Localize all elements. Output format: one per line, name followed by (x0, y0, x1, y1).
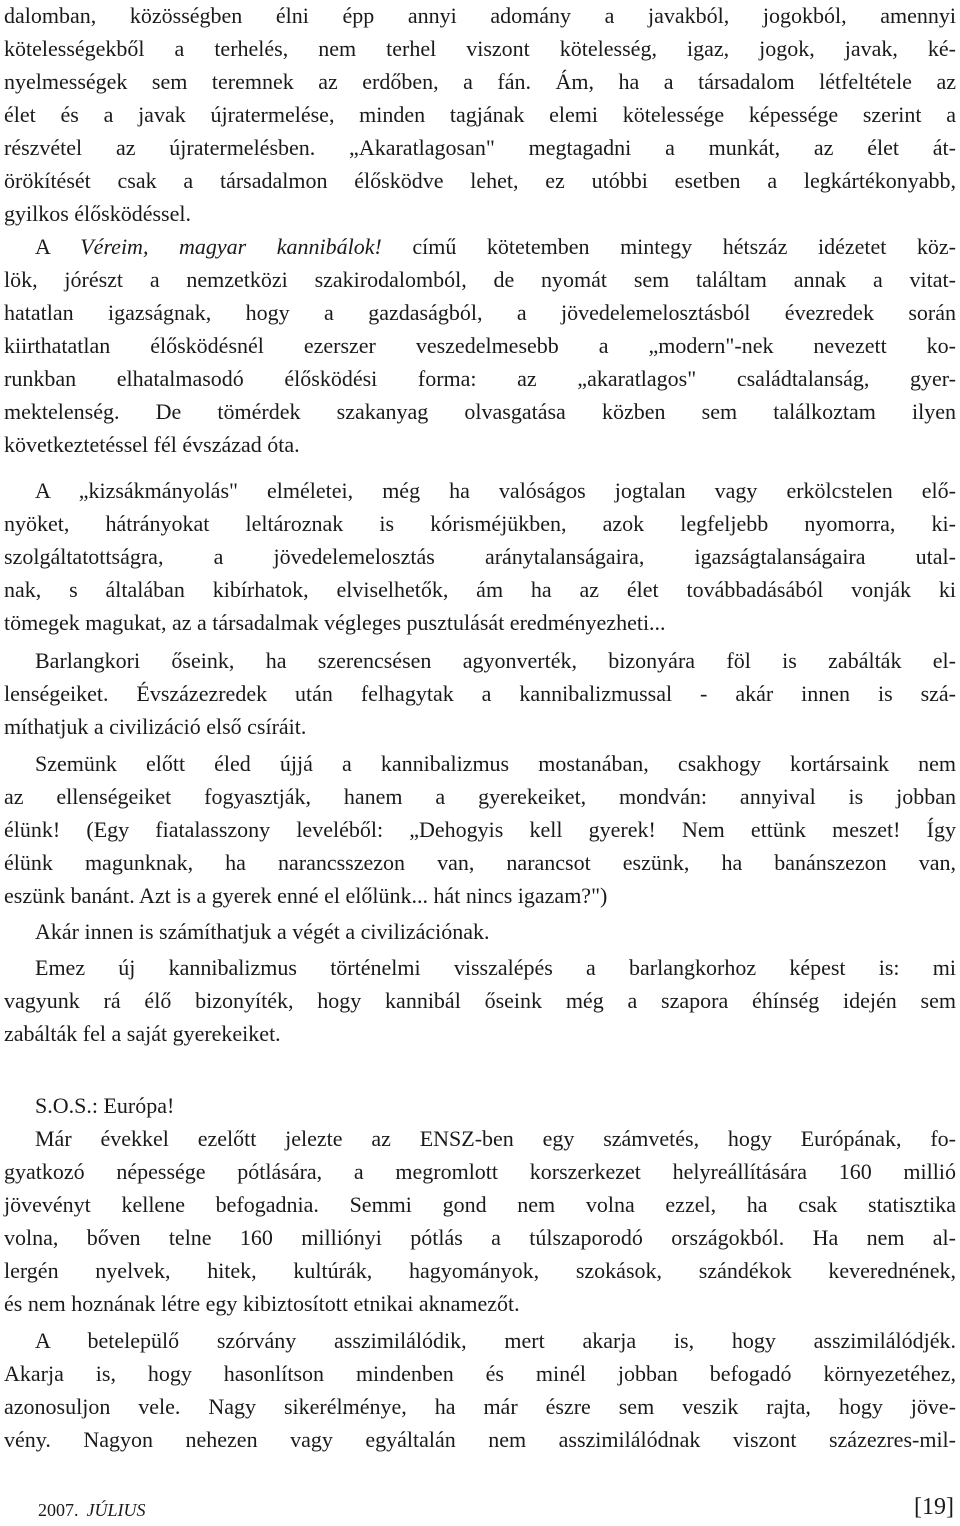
text-line: szolgáltatottságra, a jövedelemelosztás aránytalanságaira, igazságtalanságaira utal- (4, 544, 956, 569)
text-line: hatatlan igazságnak, hogy a gazdaságból, a jövedelemelosztásból évezredek során (4, 300, 956, 325)
text-line: vény. Nagyon nehezen vagy egyáltalán nem asszimilálódnak viszont százezres-mil- (4, 1427, 956, 1452)
text-line: dalomban, közösségben élni épp annyi adomány a javakból, jogokból, amennyi (4, 3, 956, 28)
footer-month: JÚLIUS (86, 1500, 146, 1520)
text-line: élet és a javak újratermelése, minden tagjának elemi kötelessége képessége szerint a (4, 102, 956, 127)
text-line: mektelenség. De tömérdek szakanyag olvasgatása közben sem találkoztam ilyen (4, 399, 956, 424)
text-line: élünk magunknak, ha narancsszezon van, narancsot eszünk, ha banánszezon van, (4, 850, 956, 875)
text-line: lök, jórészt a nemzetközi szakirodalomból, de nyomát sem találtam annak a vitat- (4, 267, 956, 292)
text-line: kötelességekből a terhelés, nem terhel viszont kötelesség, igaz, jogok, javak, ké- (4, 36, 956, 61)
text-line: míthatjuk a civilizáció első csíráit. (4, 714, 307, 739)
text-line: A betelepülő szórvány asszimilálódik, mert akarja is, hogy asszimilálódjék. (35, 1328, 956, 1353)
text-line: vagyunk rá élő bizonyíték, hogy kannibál őseink még a szapora éhínség idején sem (4, 988, 956, 1013)
text-line: Emez új kannibalizmus történelmi visszalépés a barlangkorhoz képest is: mi (35, 955, 956, 980)
text-line: örökítését csak a társadalmon élősködve lehet, ez utóbbi esetben a legkártékonyabb, (4, 168, 956, 193)
text-line: élünk! (Egy fiatalasszony leveléből: „Dehogyis kell gyerek! Nem ettünk meszet! Így (4, 817, 956, 842)
footer-year: 2007. (38, 1500, 79, 1520)
text-line: lenségeiket. Évszázezredek után felhagytak a kannibalizmussal - akár innen is szá- (4, 681, 956, 706)
text-line: az ellenségeiket fogyasztják, hanem a gyerekeiket, mondván: annyival is jobban (4, 784, 956, 809)
text-line: Akár innen is számíthatjuk a végét a civilizációnak. (35, 919, 490, 944)
book-title: Véreim, magyar kannibálok! (80, 234, 382, 259)
text-line: azonosuljon vele. Nagy sikerélménye, ha már észre sem veszik rajta, hogy jöve- (4, 1394, 956, 1419)
section-heading: S.O.S.: Európa! (35, 1093, 175, 1118)
footer-date (38, 1497, 146, 1523)
text-fragment: A (35, 234, 50, 259)
text-line (4, 231, 956, 263)
text-line: jövevényt kellene befogadnia. Semmi gond nem volna ezzel, ha csak statisztika (4, 1192, 956, 1217)
text-line: Akarja is, hogy hasonlítson mindenben és minél jobban befogadó környezetéhez, (4, 1361, 956, 1386)
text-line: eszünk banánt. Azt is a gyerek enné el előlünk... hát nincs igazam?") (4, 883, 608, 908)
text-line: nyöket, hátrányokat leltároznak is kórisméjükben, azok legfeljebb nyomorra, ki- (4, 511, 956, 536)
text-line: nak, s általában kibírhatok, elviselhetők, ám ha az élet továbbadásából vonják ki (4, 577, 956, 602)
text-line: tömegek magukat, az a társadalmak végleges pusztulását eredményezheti... (4, 610, 666, 635)
text-line: zabálták fel a saját gyerekeiket. (4, 1021, 281, 1046)
text-line: következtetéssel fél évszázad óta. (4, 432, 300, 457)
text-line: kiirthatatlan élősködésnél ezerszer veszedelmesebb a „modern"-nek nevezett ko- (4, 333, 956, 358)
text-line: gyilkos élősködéssel. (4, 201, 191, 226)
text-line: Már évekkel ezelőtt jelezte az ENSZ-ben egy számvetés, hogy Európának, fo- (35, 1126, 956, 1151)
text-line: lergén nyelvek, hitek, kultúrák, hagyományok, szokások, szándékok keverednének, (4, 1258, 956, 1283)
text-line: A „kizsákmányolás" elméletei, még ha valóságos jogtalan vagy erkölcstelen elő- (35, 478, 956, 503)
page-number: [19] (914, 1494, 954, 1520)
text-line: Barlangkori őseink, ha szerencsésen agyonverték, bizonyára föl is zabálták el- (35, 648, 956, 673)
text-line: volna, bőven telne 160 milliónyi pótlás a túlszaporodó országokból. Ha nem al- (4, 1225, 956, 1250)
text-line: részvétel az újratermelésben. „Akaratlagosan" megtagadni a munkát, az élet át- (4, 135, 956, 160)
text-line: és nem hoznának létre egy kibiztosított etnikai aknamezőt. (4, 1291, 520, 1316)
text-line: gyatkozó népessége pótlására, a megromlott korszerkezet helyreállítására 160 millió (4, 1159, 956, 1184)
text-fragment: című kötetemben mintegy hétszáz idézetet köz- (412, 234, 957, 259)
text-line: runkban elhatalmasodó élősködési forma: az „akaratlagos" családtalanság, gyer- (4, 366, 956, 391)
text-line: Szemünk előtt éled újjá a kannibalizmus mostanában, csakhogy kortársaink nem (35, 751, 956, 776)
text-line: nyelmességek sem teremnek az erdőben, a fán. Ám, ha a társadalom létfeltétele az (4, 69, 956, 94)
